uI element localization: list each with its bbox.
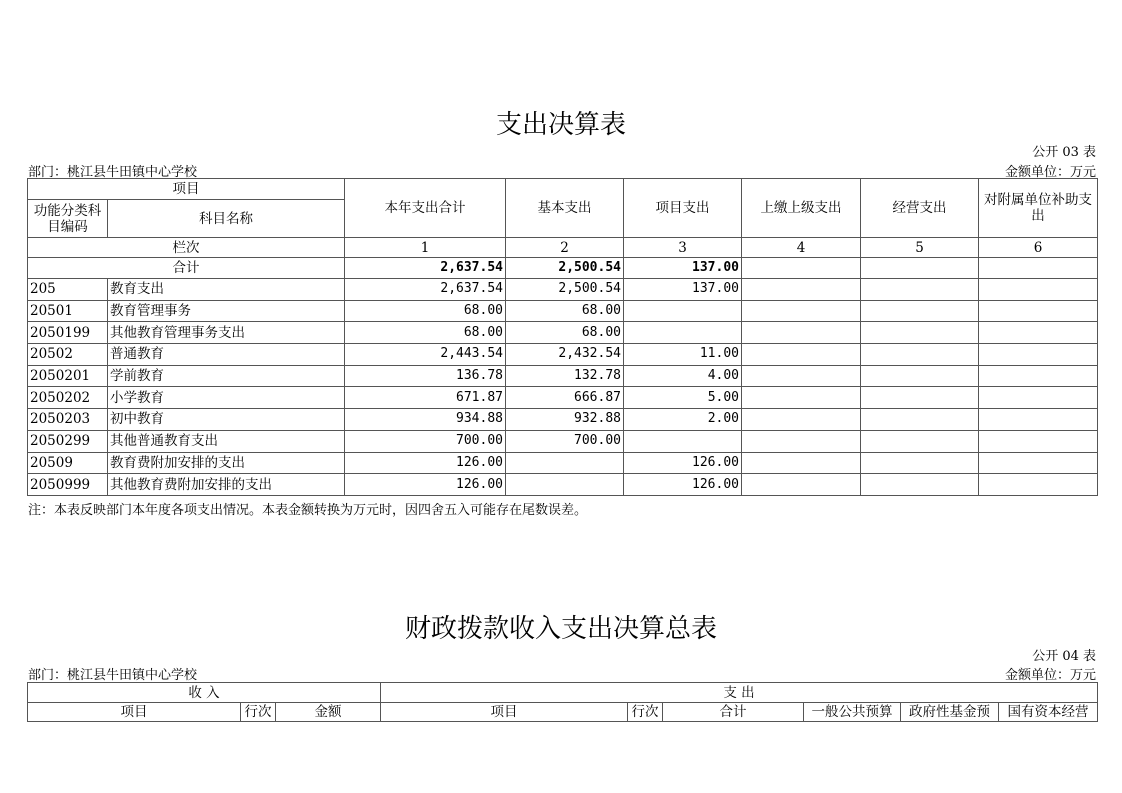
table-row (28, 344, 1098, 366)
row-code: 2050203 (28, 409, 108, 431)
row-code: 2050201 (28, 365, 108, 387)
row-project (624, 322, 742, 344)
row-subsidy (979, 474, 1098, 496)
row-code: 20509 (28, 452, 108, 474)
expense-total-header: 合计 (663, 703, 804, 722)
row-basic: 2,500.54 (506, 279, 624, 301)
col-number: 6 (979, 238, 1098, 258)
row-business (861, 409, 979, 431)
gov-fund-header: 政府性基金预 (901, 703, 999, 722)
row-total: 126.00 (345, 474, 506, 496)
row-business (861, 279, 979, 301)
expense-header: 支 出 (381, 683, 1098, 703)
table04-code: 公开 04 表 (1032, 649, 1096, 664)
row-basic: 666.87 (506, 387, 624, 409)
row-business (861, 387, 979, 409)
row-total: 126.00 (345, 452, 506, 474)
sum-total: 2,637.54 (345, 258, 506, 279)
table-row (28, 300, 1098, 322)
sum-basic: 2,500.54 (506, 258, 624, 279)
row-total: 68.00 (345, 322, 506, 344)
row-name: 普通教育 (108, 344, 345, 366)
row-code: 20502 (28, 344, 108, 366)
row-basic: 2,432.54 (506, 344, 624, 366)
row-basic: 68.00 (506, 322, 624, 344)
row-upper (742, 409, 861, 431)
header-func-code: 功能分类科目编码 (28, 200, 108, 238)
row-project: 126.00 (624, 474, 742, 496)
row-total: 2,637.54 (345, 279, 506, 301)
row-upper (742, 279, 861, 301)
row-upper (742, 452, 861, 474)
row-project (624, 430, 742, 452)
row-project: 126.00 (624, 452, 742, 474)
table04-dept: 部门：桃江县牛田镇中心学校 (28, 668, 198, 683)
row-business (861, 452, 979, 474)
row-name: 其他教育管理事务支出 (108, 322, 345, 344)
income-item-header: 项目 (28, 703, 241, 722)
row-project: 137.00 (624, 279, 742, 301)
income-header: 收 入 (28, 683, 381, 703)
row-project: 5.00 (624, 387, 742, 409)
row-basic: 132.78 (506, 365, 624, 387)
row-business (861, 300, 979, 322)
expense-item-header: 项目 (381, 703, 628, 722)
row-subsidy (979, 279, 1098, 301)
row-subsidy (979, 452, 1098, 474)
row-name: 初中教育 (108, 409, 345, 431)
row-basic: 932.88 (506, 409, 624, 431)
table-row (28, 322, 1098, 344)
row-project: 11.00 (624, 344, 742, 366)
header-business: 经营支出 (861, 179, 979, 238)
row-business (861, 430, 979, 452)
row-upper (742, 365, 861, 387)
header-project: 项目支出 (624, 179, 742, 238)
table03-code: 公开 03 表 (1032, 145, 1096, 160)
row-project (624, 300, 742, 322)
row-total: 136.78 (345, 365, 506, 387)
row-upper (742, 344, 861, 366)
row-total: 700.00 (345, 430, 506, 452)
header-subject: 科目名称 (108, 200, 345, 238)
col-number: 2 (506, 238, 624, 258)
row-business (861, 365, 979, 387)
row-code: 2050999 (28, 474, 108, 496)
header-item: 项目 (28, 179, 345, 200)
row-total: 934.88 (345, 409, 506, 431)
header-subsidy: 对附属单位补助支出 (979, 179, 1098, 238)
row-project: 4.00 (624, 365, 742, 387)
row-basic: 68.00 (506, 300, 624, 322)
table-row (28, 452, 1098, 474)
table04-unit: 金额单位：万元 (1004, 668, 1096, 683)
row-subsidy (979, 344, 1098, 366)
row-upper (742, 300, 861, 322)
row-upper (742, 430, 861, 452)
row-name: 学前教育 (108, 365, 345, 387)
row-total: 2,443.54 (345, 344, 506, 366)
row-subsidy (979, 387, 1098, 409)
row-project: 2.00 (624, 409, 742, 431)
col-number: 3 (624, 238, 742, 258)
table-row (28, 409, 1098, 431)
row-upper (742, 474, 861, 496)
row-basic (506, 474, 624, 496)
row-subsidy (979, 430, 1098, 452)
header-row-index: 栏次 (28, 238, 345, 258)
row-name: 其他普通教育支出 (108, 430, 345, 452)
row-code: 20501 (28, 300, 108, 322)
income-amount-header: 金额 (276, 703, 381, 722)
sum-label: 合计 (28, 258, 345, 279)
row-basic (506, 452, 624, 474)
table-row (28, 430, 1098, 452)
row-name: 其他教育费附加安排的支出 (108, 474, 345, 496)
table04-title: 财政拨款收入支出决算总表 (404, 614, 717, 644)
row-business (861, 322, 979, 344)
table03-dept: 部门：桃江县牛田镇中心学校 (28, 165, 198, 180)
row-subsidy (979, 300, 1098, 322)
row-business (861, 474, 979, 496)
expense-row-header: 行次 (628, 703, 663, 722)
row-code: 2050202 (28, 387, 108, 409)
row-name: 教育管理事务 (108, 300, 345, 322)
header-upper: 上缴上级支出 (742, 179, 861, 238)
row-upper (742, 322, 861, 344)
table03-unit: 金额单位：万元 (1004, 165, 1096, 180)
row-total: 68.00 (345, 300, 506, 322)
row-code: 205 (28, 279, 108, 301)
row-name: 教育支出 (108, 279, 345, 301)
row-code: 2050299 (28, 430, 108, 452)
table-row (28, 279, 1098, 301)
table-row (28, 387, 1098, 409)
sum-project: 137.00 (624, 258, 742, 279)
col-number: 5 (861, 238, 979, 258)
expense-table (27, 178, 1098, 496)
table03-title: 支出决算表 (495, 110, 626, 140)
row-upper (742, 387, 861, 409)
row-subsidy (979, 365, 1098, 387)
row-subsidy (979, 322, 1098, 344)
header-total: 本年支出合计 (345, 179, 506, 238)
row-name: 小学教育 (108, 387, 345, 409)
fiscal-summary-table (27, 682, 1098, 722)
table03-note: 注：本表反映部门本年度各项支出情况。本表金额转换为万元时，因四舍五入可能存在尾数误差。 (28, 503, 588, 518)
row-business (861, 344, 979, 366)
row-code: 2050199 (28, 322, 108, 344)
row-total: 671.87 (345, 387, 506, 409)
col-number: 1 (345, 238, 506, 258)
income-row-header: 行次 (241, 703, 276, 722)
state-capital-header: 国有资本经营 (999, 703, 1098, 722)
row-basic: 700.00 (506, 430, 624, 452)
row-name: 教育费附加安排的支出 (108, 452, 345, 474)
col-number: 4 (742, 238, 861, 258)
header-basic: 基本支出 (506, 179, 624, 238)
sum-row (28, 258, 1098, 279)
row-subsidy (979, 409, 1098, 431)
table-row (28, 365, 1098, 387)
general-budget-header: 一般公共预算 (804, 703, 901, 722)
table-row (28, 474, 1098, 496)
